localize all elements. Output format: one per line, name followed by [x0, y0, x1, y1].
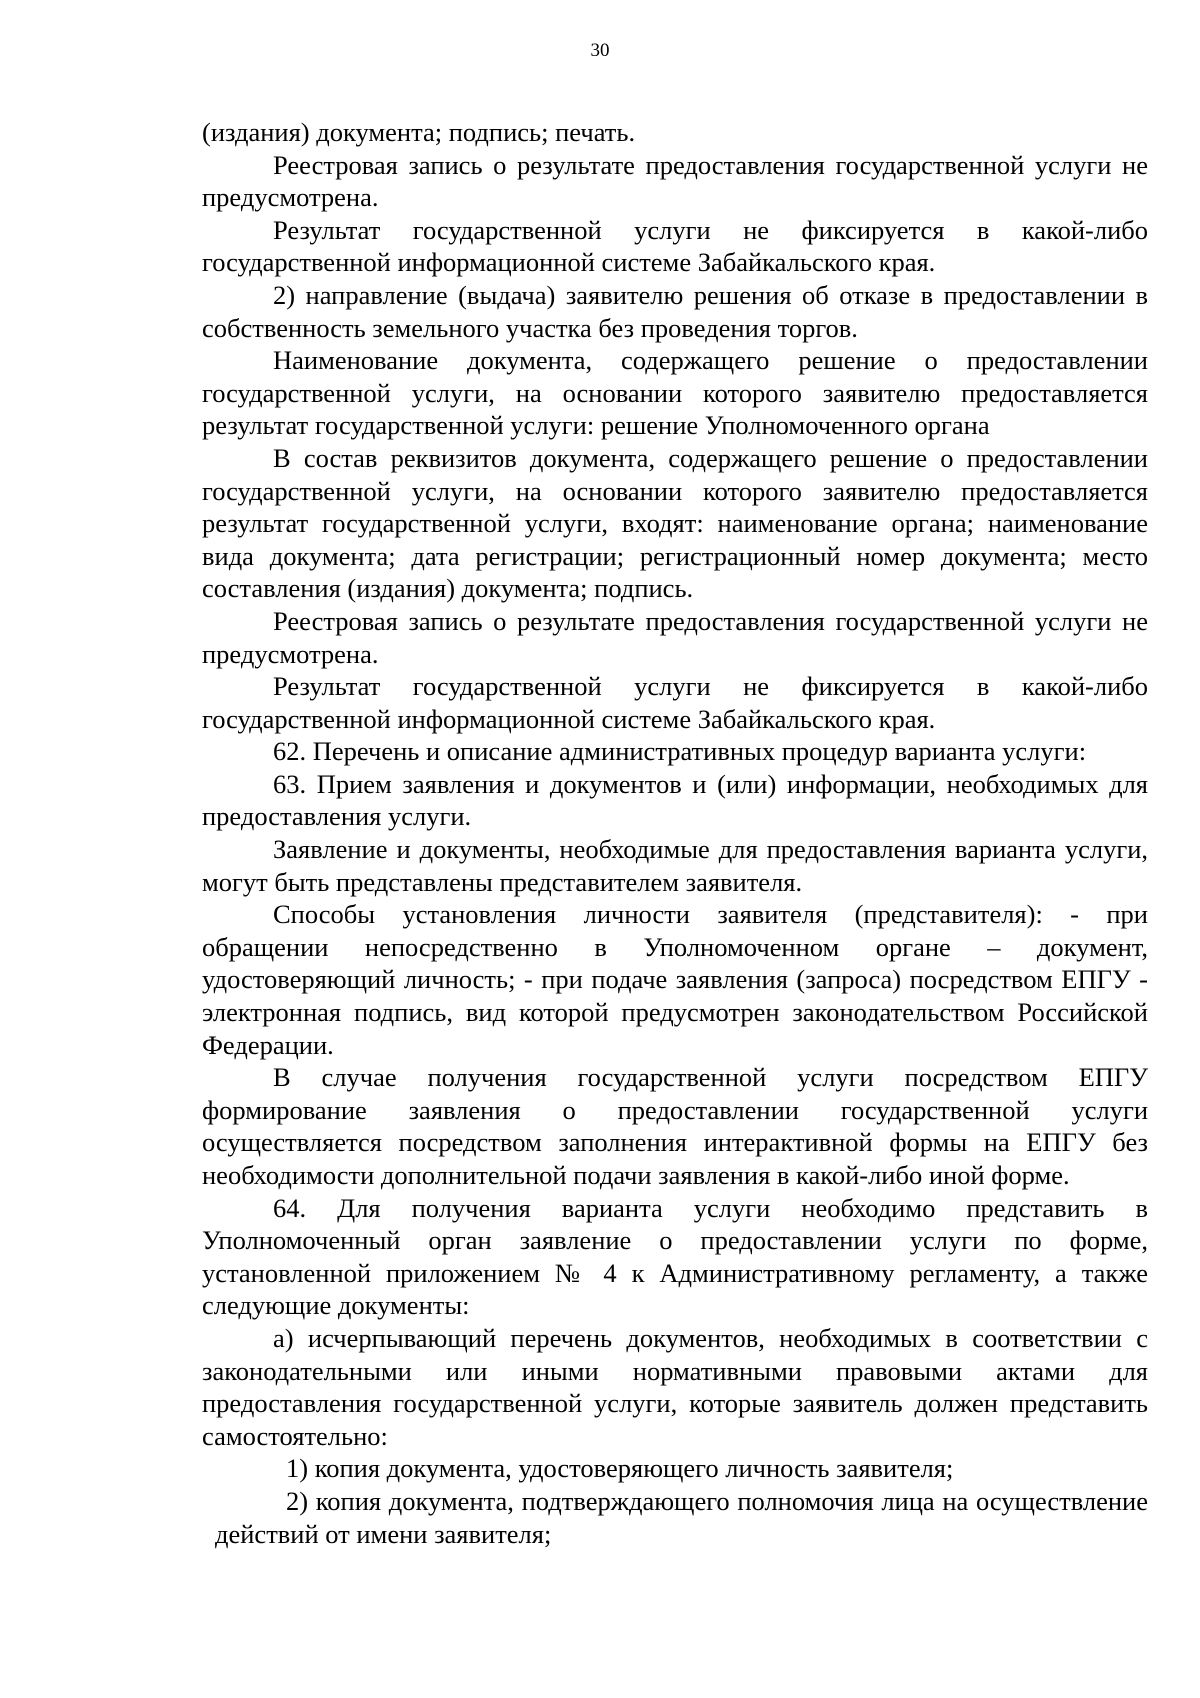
- paragraph-62-procedures: 62. Перечень и описание административных процедур варианта услуги:: [273, 736, 1087, 767]
- paragraph-registry-note-1: Реестровая запись о результате предоставления государственной услуги не предусмотрена.: [202, 149, 1148, 213]
- paragraph-63-reception: 63. Прием заявления и документов и (или) информации, необходимых для предоставления услуги.: [202, 768, 1148, 832]
- paragraph-refusal-decision: 2) направление (выдача) заявителю решения об отказе в предоставлении в собственность земельного участка без проведения торгов.: [202, 279, 1148, 343]
- list-item-2-authority-copy: 2) копия документа, подтверждающего полномочия лица на осуществление действий от имени заявителя;: [215, 1485, 1148, 1549]
- paragraph-result-not-recorded-2: Результат государственной услуги не фиксируется в какой-либо государственной информационной системе Забайкальского края.: [202, 671, 1148, 734]
- paragraph-document-name: Наименование документа, содержащего решение о предоставлении государственной услуги, на основании которого заявителю предоставляется результат государственной услуги: решение Уполномоченного органа: [202, 345, 1148, 441]
- paragraph-representative: Заявление и документы, необходимые для предоставления варианта услуги, могут быть представлены представителем заявителя.: [202, 834, 1148, 897]
- paragraph-continuation: (издания) документа; подпись; печать.: [202, 117, 636, 147]
- paragraph-a-exhaustive-list: а) исчерпывающий перечень документов, необходимых в соответствии с законодательными или иными нормативными правовыми актами для предоставления государственной услуги, которые заявитель должен представить самостоятельно:: [202, 1322, 1148, 1451]
- paragraph-epgu-form: В случае получения государственной услуги посредством ЕПГУ формирование заявления о предоставлении государственной услуги осуществляется посредством заполнения интерактивной формы на ЕПГУ без необходимости дополнительной подачи заявления в какой-либо иной форме.: [202, 1062, 1148, 1190]
- document-body: [202, 116, 1148, 1550]
- list-item-1-id-copy: 1) копия документа, удостоверяющего личность заявителя;: [286, 1453, 954, 1484]
- paragraph-document-requisites: В состав реквизитов документа, содержащего решение о предоставлении государственной услуги, на основании которого заявителю предоставляется результат государственной услуги, входят: наименование органа; наименование вида документа; дата регистрации; регистрационный номер документа; место составления (издания) документа; подпись.: [202, 442, 1148, 604]
- paragraph-registry-note-2: Реестровая запись о результате предоставления государственной услуги не предусмотрена.: [202, 605, 1148, 669]
- paragraph-result-not-recorded-1: Результат государственной услуги не фиксируется в какой-либо государственной информационной системе Забайкальского края.: [202, 214, 1148, 278]
- paragraph-64-required-documents: 64. Для получения варианта услуги необходимо представить в Уполномоченный орган заявление о предоставлении услуги по форме, установленной приложением № 4 к Административному регламенту, а также следующие документы:: [202, 1192, 1148, 1321]
- page-number: 30: [590, 40, 610, 61]
- paragraph-identification-methods: Способы установления личности заявителя (представителя): - при обращении непосредственно в Уполномоченном органе – документ, удостоверяющий личность; - при подаче заявления (запроса) посредством ЕПГУ - электронная подпись, вид которой предусмотрен законодательством Российской Федерации.: [202, 899, 1148, 1060]
